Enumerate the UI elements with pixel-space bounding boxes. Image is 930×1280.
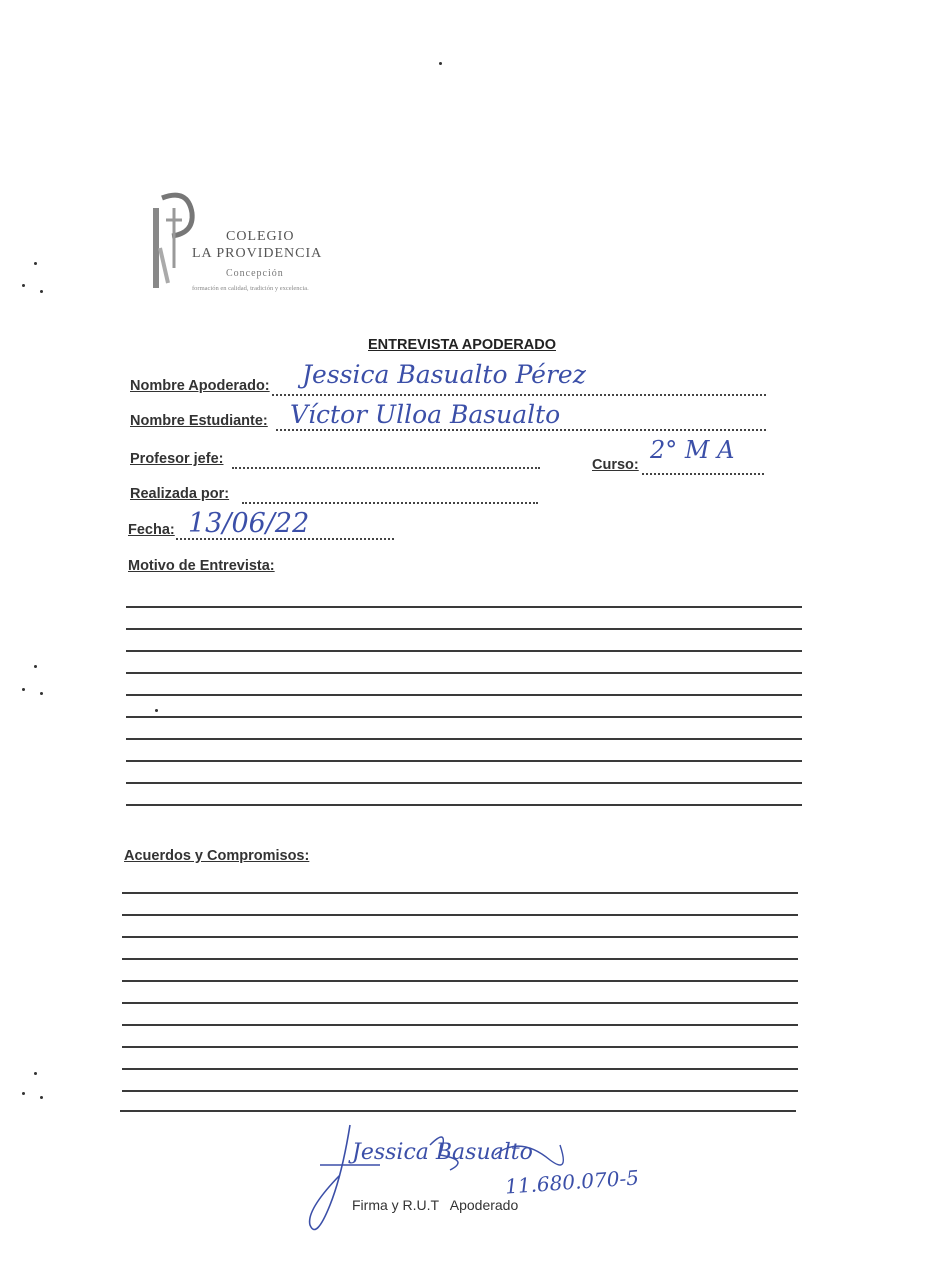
apoderado-value[interactable]: Jessica Basualto Pérez	[302, 360, 586, 389]
scan-speck	[155, 709, 158, 712]
estudiante-label: Nombre Estudiante:	[130, 413, 268, 429]
scan-speck	[40, 692, 43, 695]
profesor-line	[232, 465, 540, 469]
acuerdos-line	[122, 892, 798, 894]
estudiante-value[interactable]: Víctor Ulloa Basualto	[290, 400, 561, 429]
scan-speck	[34, 665, 37, 668]
motivo-line	[126, 804, 802, 806]
fecha-label: Fecha:	[128, 522, 175, 538]
logo-text-colegio: COLEGIO	[226, 229, 295, 244]
signature-name: Jessica Basualto	[352, 1140, 533, 1165]
motivo-line	[126, 672, 802, 674]
acuerdos-line	[122, 980, 798, 982]
scan-speck	[22, 284, 25, 287]
acuerdos-line	[122, 1090, 798, 1092]
acuerdos-line	[122, 958, 798, 960]
acuerdos-line	[122, 914, 798, 916]
apoderado-label: Nombre Apoderado:	[130, 378, 270, 394]
acuerdos-line	[120, 1110, 796, 1112]
acuerdos-line	[122, 1046, 798, 1048]
acuerdos-line	[122, 1024, 798, 1026]
logo-text-name: LA PROVIDENCIA	[192, 246, 323, 261]
curso-value[interactable]: 2° M A	[650, 436, 735, 464]
scan-speck	[40, 1096, 43, 1099]
acuerdos-line	[122, 936, 798, 938]
realizada-line	[242, 500, 538, 504]
motivo-line	[126, 716, 802, 718]
scan-speck	[439, 62, 442, 65]
realizada-label: Realizada por:	[130, 486, 230, 502]
motivo-line	[126, 628, 802, 630]
signature-rut: 11.680.070-5	[504, 1165, 640, 1199]
scan-speck	[40, 290, 43, 293]
acuerdos-line	[122, 1068, 798, 1070]
scan-speck	[22, 688, 25, 691]
motivo-label: Motivo de Entrevista:	[128, 558, 275, 574]
motivo-line	[126, 606, 802, 608]
curso-label: Curso:	[592, 457, 639, 473]
curso-line	[642, 471, 764, 475]
motivo-line	[126, 694, 802, 696]
motivo-line	[126, 760, 802, 762]
motivo-line	[126, 738, 802, 740]
acuerdos-label: Acuerdos y Compromisos:	[124, 848, 310, 864]
motivo-line	[126, 650, 802, 652]
scan-speck	[34, 262, 37, 265]
logo-text-city: Concepción	[226, 268, 284, 279]
scan-speck	[34, 1072, 37, 1075]
acuerdos-line	[122, 1002, 798, 1004]
form-title: ENTREVISTA APODERADO	[368, 337, 556, 353]
profesor-label: Profesor jefe:	[130, 451, 224, 467]
motivo-line	[126, 782, 802, 784]
signature-caption: Firma y R.U.T Apoderado	[352, 1197, 519, 1213]
apoderado-line	[272, 392, 766, 396]
fecha-value[interactable]: 13/06/22	[188, 508, 310, 539]
logo-text-motto: formación en calidad, tradición y excelencia.	[192, 285, 309, 292]
scan-speck	[22, 1092, 25, 1095]
